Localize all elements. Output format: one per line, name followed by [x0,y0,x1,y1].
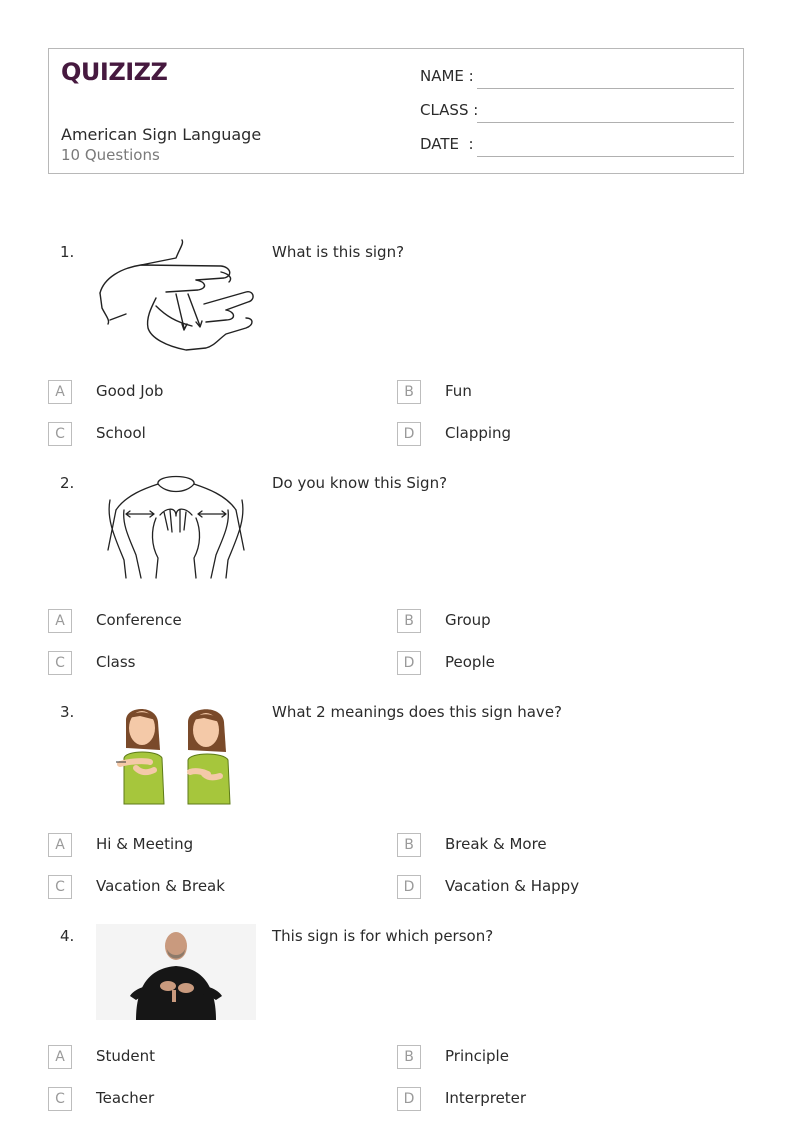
option-text: Conference [96,611,182,629]
torso-hands-image [96,470,256,580]
man-signing-photo [96,924,256,1020]
option-letter[interactable]: C [48,1087,72,1111]
question-text: Do you know this Sign? [272,474,448,492]
question-count: 10 Questions [61,146,160,164]
option-text: Fun [445,382,472,400]
option-letter[interactable]: B [397,1045,421,1069]
option-letter[interactable]: A [48,1045,72,1069]
option-letter[interactable]: D [397,651,421,675]
two-women-cartoon-image [96,700,256,808]
option-text: Vacation & Happy [445,877,580,895]
option-letter[interactable]: A [48,609,72,633]
date-field[interactable] [420,135,734,157]
option-letter[interactable]: B [397,833,421,857]
question-text: This sign is for which person? [272,927,494,945]
option-text: Hi & Meeting [96,835,194,853]
option-text: Interpreter [445,1089,527,1107]
name-label: NAME : [420,67,474,85]
question-number: 4. [60,927,75,945]
name-line[interactable] [477,88,734,89]
class-field[interactable] [420,101,734,123]
option-letter[interactable]: C [48,875,72,899]
option-text: Break & More [445,835,547,853]
option-text: Student [96,1047,156,1065]
option-letter[interactable]: C [48,422,72,446]
option-text: Vacation & Break [96,877,225,895]
option-letter[interactable]: B [397,609,421,633]
quizizz-logo: QUIZIZZ [61,58,168,86]
option-text: School [96,424,146,442]
option-text: Principle [445,1047,509,1065]
option-text: Teacher [96,1089,155,1107]
option-text: Class [96,653,136,671]
question-text: What 2 meanings does this sign have? [272,703,563,721]
option-text: Group [445,611,491,629]
question-number: 2. [60,474,75,492]
question-number: 3. [60,703,75,721]
option-letter[interactable]: B [397,380,421,404]
option-letter[interactable]: D [397,1087,421,1111]
option-text: People [445,653,495,671]
option-text: Clapping [445,424,512,442]
option-letter[interactable]: A [48,833,72,857]
worksheet-title: American Sign Language [61,125,262,144]
name-field[interactable] [420,67,734,89]
question-text: What is this sign? [272,243,405,261]
option-letter[interactable]: D [397,422,421,446]
date-line[interactable] [477,156,734,157]
option-letter[interactable]: C [48,651,72,675]
date-label: DATE : [420,135,474,153]
class-line[interactable] [477,122,734,123]
question-number: 1. [60,243,75,261]
class-label: CLASS : [420,101,479,119]
option-letter[interactable]: D [397,875,421,899]
hands-sign-image [96,238,256,353]
option-letter[interactable]: A [48,380,72,404]
option-text: Good Job [96,382,164,400]
worksheet-header [48,48,744,174]
